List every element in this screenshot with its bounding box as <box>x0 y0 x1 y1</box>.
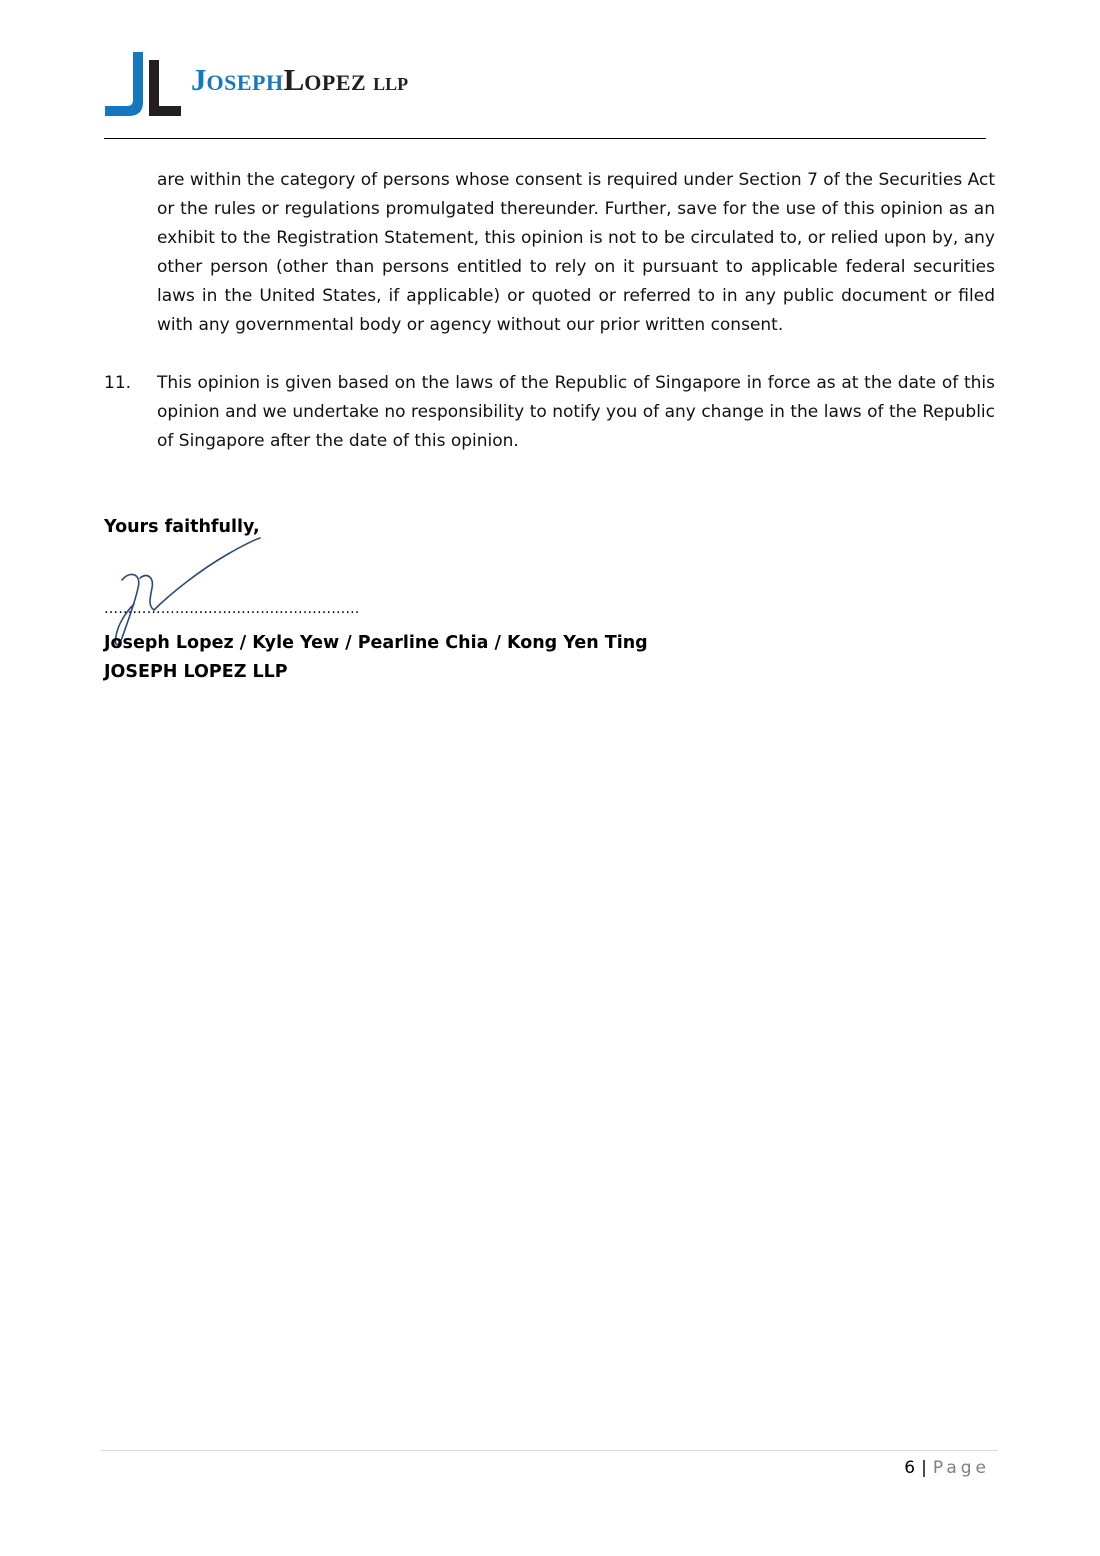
firm-logo <box>103 50 503 120</box>
signature-line: ……………………………………………… <box>104 601 360 617</box>
header-divider <box>104 138 986 139</box>
item-number: 11. <box>104 373 132 393</box>
jl-monogram-icon <box>103 50 183 120</box>
firm-name: JOSEPH LOPEZ LLP <box>104 662 288 682</box>
footer-divider <box>101 1450 998 1451</box>
page-footer <box>904 1455 990 1481</box>
page-label: Page <box>932 1458 990 1478</box>
closing-salutation: Yours faithfully, <box>104 517 260 537</box>
page-separator: | <box>921 1458 927 1478</box>
item-paragraph: This opinion is given based on the laws of the Republic of Singapore in force as at the date of this opinion and we undertake no responsibility to notify you of any change in the laws of the Republic of Singapore after the date of this opinion. <box>157 373 995 451</box>
signatories-names: Joseph Lopez / Kyle Yew / Pearline Chia / Kong Yen Ting <box>104 633 648 653</box>
firm-logo-wordmark: JOSEPHLOPEZ LLP <box>191 62 409 97</box>
continued-paragraph: are within the category of persons whose consent is required under Section 7 of the Securities Act or the rules or regulations promulgated thereunder. Further, save for the use of this opinion as an exhibit to the Registration Statement, this opinion is not to be circulated to, or relied upon by, any other person (other than persons entitled to rely on it pursuant to applicable federal securities laws in the United States, if applicable) or quoted or referred to in any public document or filed with any governmental body or agency without our prior written consent. <box>157 170 995 335</box>
page-number: 6 <box>904 1458 916 1478</box>
